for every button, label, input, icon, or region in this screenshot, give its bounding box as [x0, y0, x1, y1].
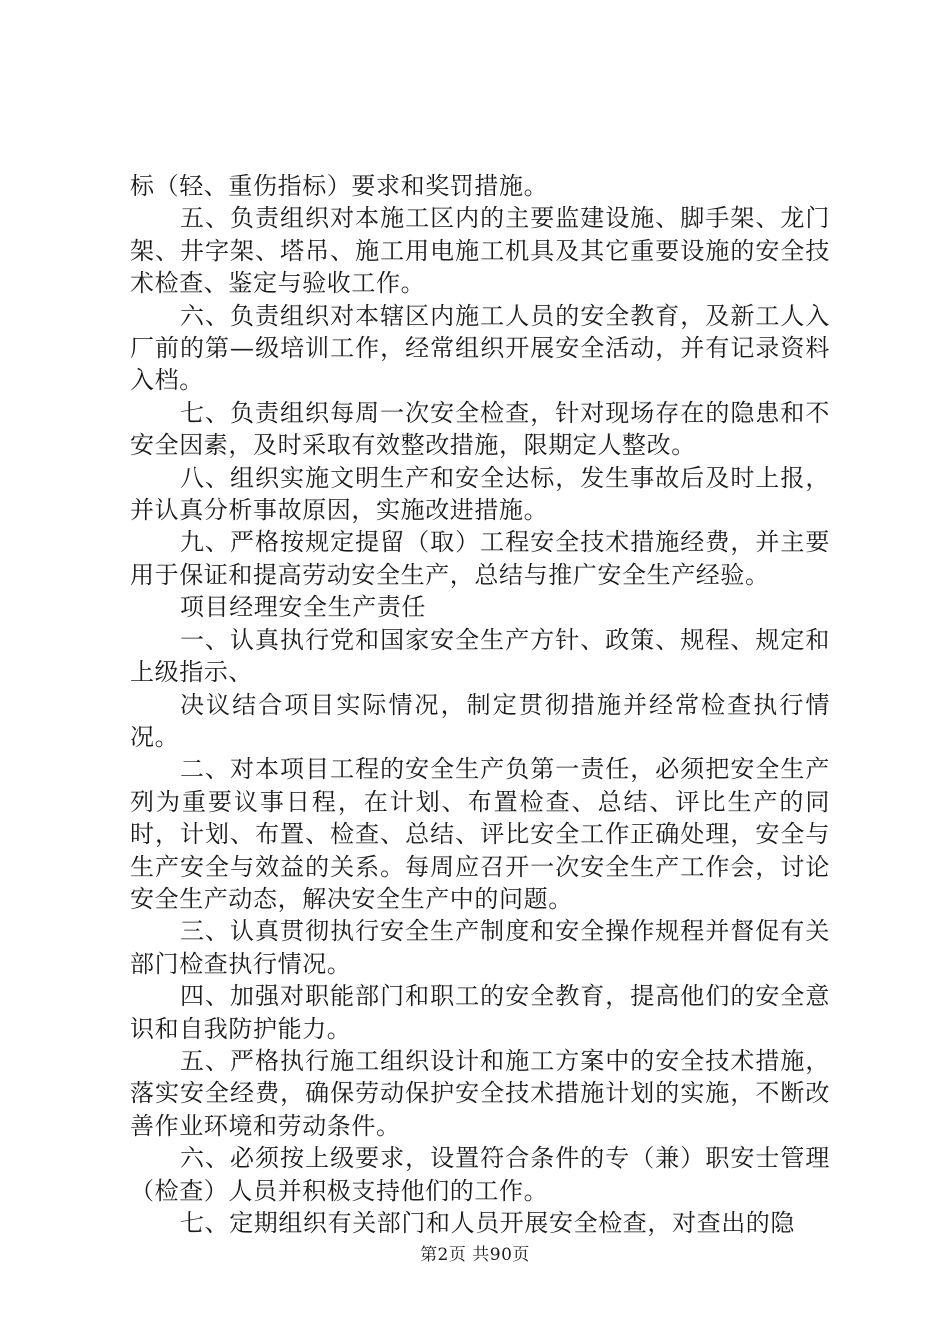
- paragraph-12: 四、加强对职能部门和职工的安全教育，提高他们的安全意识和自我防护能力。: [130, 982, 830, 1043]
- paragraph-10: 二、对本项目工程的安全生产负第一责任，必须把安全生产列为重要议事日程，在计划、布置检查、总结、评比生产的同时，计划、布置、检查、总结、评比安全工作正确处理，安全与生产安全与效益的关系。每周应召开一次安全生产工作会，讨论安全生产动态，解决安全生产中的问题。: [130, 755, 830, 913]
- paragraph-13: 五、严格执行施工组织设计和施工方案中的安全技术措施，落实安全经费，确保劳动保护安全技术措施计划的实施，不断改善作业环境和劳动条件。: [130, 1046, 830, 1140]
- document-body: [130, 170, 830, 1239]
- paragraph-11: 三、认真贯彻执行安全生产制度和安全操作规程并督促有关部门检查执行情况。: [130, 917, 830, 978]
- paragraph-1: 标（轻、重伤指标）要求和奖罚措施。: [130, 172, 549, 200]
- paragraph-6: 九、严格按规定提留（取）工程安全技术措施经费，并主要用于保证和提高劳动安全生产，总结与推广安全生产经验。: [130, 528, 830, 589]
- paragraph-4: 七、负责组织每周一次安全检查，针对现场存在的隐患和不安全因素，及时采取有效整改措施，限期定人整改。: [130, 398, 830, 460]
- page-number-label: 第2页 共90页: [420, 1245, 530, 1265]
- paragraph-14: 六、必须按上级要求，设置符合条件的专（兼）职安士管理（检查）人员并积极支持他们的工作。: [130, 1144, 830, 1205]
- paragraph-5: 八、组织实施文明生产和安全达标，发生事故后及时上报，并认真分析事故原因，实施改进措施。: [130, 463, 830, 525]
- page-footer: [0, 1240, 950, 1265]
- paragraph-15: 七、定期组织有关部门和人员开展安全检查，对查出的隐: [180, 1209, 795, 1237]
- paragraph-3: 六、负责组织对本辖区内施工人员的安全教育，及新工人入厂前的第—级培训工作，经常组织开展安全活动，并有记录资料入档。: [130, 301, 830, 395]
- section-heading: 项目经理安全生产责任: [180, 593, 426, 622]
- paragraph-8: 一、认真执行党和国家安全生产方针、政策、规程、规定和上级指示、: [130, 625, 830, 687]
- paragraph-9: 决议结合项目实际情况，制定贯彻措施并经常检查执行情况。: [130, 690, 830, 751]
- paragraph-2: 五、负责组织对本施工区内的主要监建设施、脚手架、龙门架、井字架、塔吊、施工用电施工机具及其它重要设施的安全技术检查、鉴定与验收工作。: [130, 204, 830, 298]
